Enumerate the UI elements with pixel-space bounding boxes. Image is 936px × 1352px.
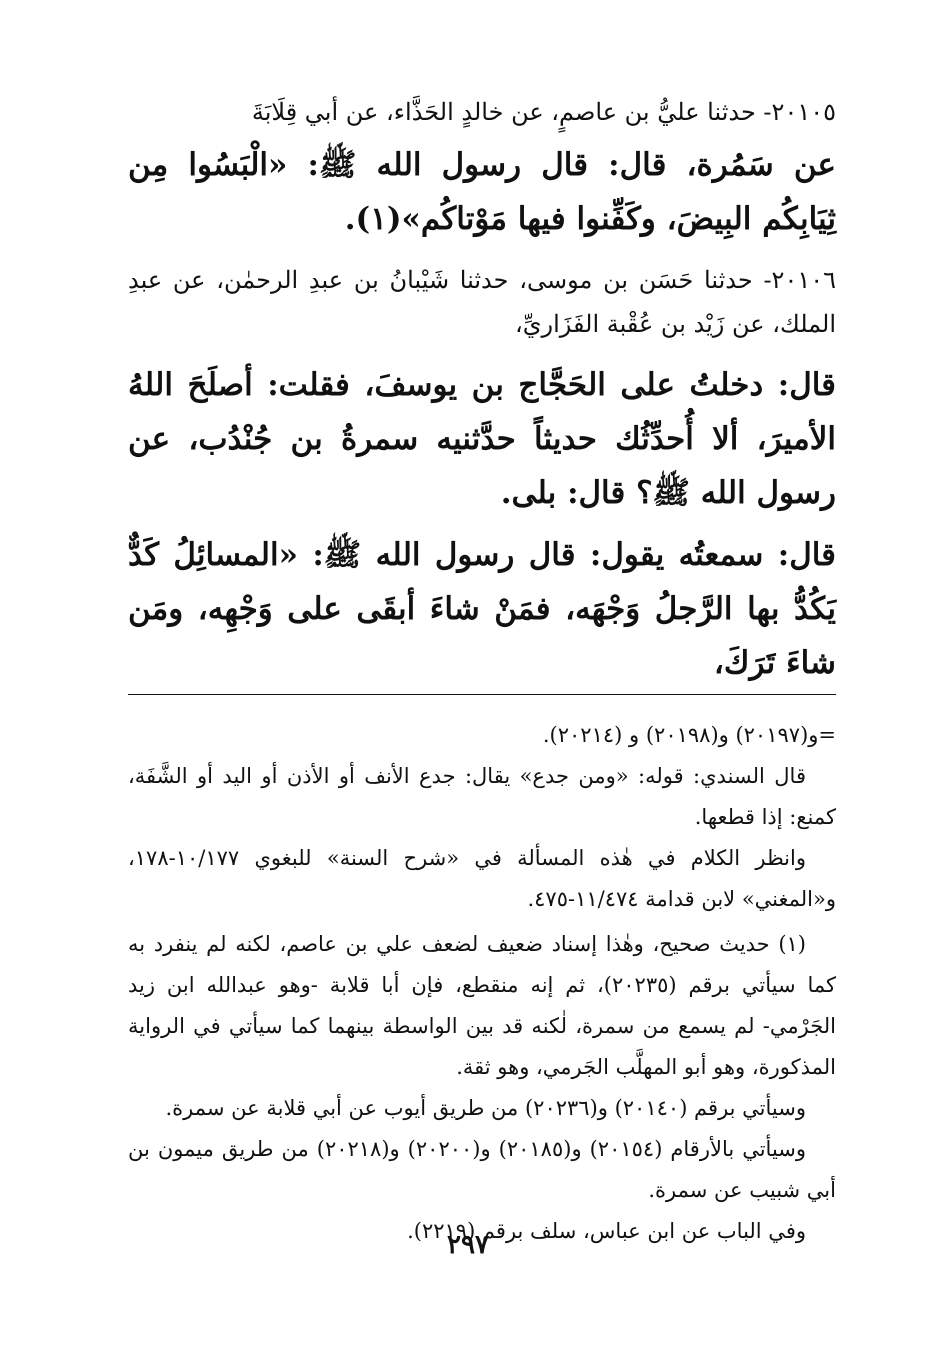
footnote-see-also: وانظر الكلام في هٰذه المسألة في «شرح السنة» للبغوي ١٠/١٧٧-١٧٨، و«المغني» لابن قدامة ١١/٤٧٤-٤٧٥. [128,846,836,911]
page-number: ٢٩٧ [447,1230,489,1260]
page-body [128,86,836,1252]
footnote-sindi: قال السندي: قوله: «ومن جدع» يقال: جدع الأنف أو الأذن أو اليد أو الشَّفَة، كمنع: إذا قطعها. [128,764,836,829]
footnote-ayyub-route: وسيأتي برقم (٢٠١٤٠) و(٢٠٢٣٦) من طريق أيوب عن أبي قلابة عن سمرة. [165,1096,806,1120]
hadith-20105-isnad: ٢٠١٠٥- حدثنا عليُّ بن عاصمٍ، عن خالدٍ الحَذَّاء، عن أبي قِلَابَةَ [251,98,836,126]
footnote-continuation: =و(٢٠١٩٧) و(٢٠١٩٨) و (٢٠٢١٤). [542,723,836,747]
footnote-separator [128,694,836,695]
footnote-maymun-route: وسيأتي بالأرقام (٢٠١٥٤) و(٢٠١٨٥) و(٢٠٢٠٠) و(٢٠٢١٨) من طريق ميمون بن أبي شبيب عن سمرة. [128,1137,836,1202]
footnote-ibn-abbas: وفي الباب عن ابن عباس، سلف برقم (٢٢١٩). [407,1219,806,1243]
hadith-20106-matn-1: قال: دخلتُ على الحَجَّاج بن يوسفَ، فقلت: أصلَحَ اللهُ الأميرَ، ألا أُحدِّثُك حديثاً حدَّثنيه سمرةُ بن جُنْدُب، عن رسول الله ﷺ؟ قال: بلى. [128,367,836,511]
hadith-20106-isnad: ٢٠١٠٦- حدثنا حَسَن بن موسى، حدثنا شَيْبانُ بن عبدِ الرحمٰن، عن عبدِ الملك، عن زَيْد بن عُقْبة الفَزَاريِّ، [128,266,836,338]
hadith-20106-matn-2: قال: سمعتُه يقول: قال رسول الله ﷺ: «المسائِلُ كَدٌّ يَكُدُّ بها الرَّجلُ وَجْهَه، فمَنْ شاءَ أبقَى على وَجْهِه، ومَن شاءَ تَرَكَ، [128,537,836,681]
hadith-20105-matn: عن سَمُرة، قال: قال رسول الله ﷺ: «الْبَسُوا مِن ثِيَابِكُم البِيضَ، وكَفِّنوا فيها مَوْتاكُم»(١). [128,147,836,237]
footnotes [128,715,836,1252]
footnote-1: (١) حديث صحيح، وهٰذا إسناد ضعيف لضعف علي بن عاصم، لكنه لم ينفرد به كما سيأتي برقم (٢٠٢٣٥)، ثم إنه منقطع، فإن أبا قلابة -وهو عبدالله ابن زيد الجَرْمي- لم يسمع من سمرة، لٰكنه قد بين الواسطة بينهما كما سيأتي في الرواية المذكورة، وهو أبو المهلَّب الجَرمي، وهو ثقة. [128,932,836,1079]
